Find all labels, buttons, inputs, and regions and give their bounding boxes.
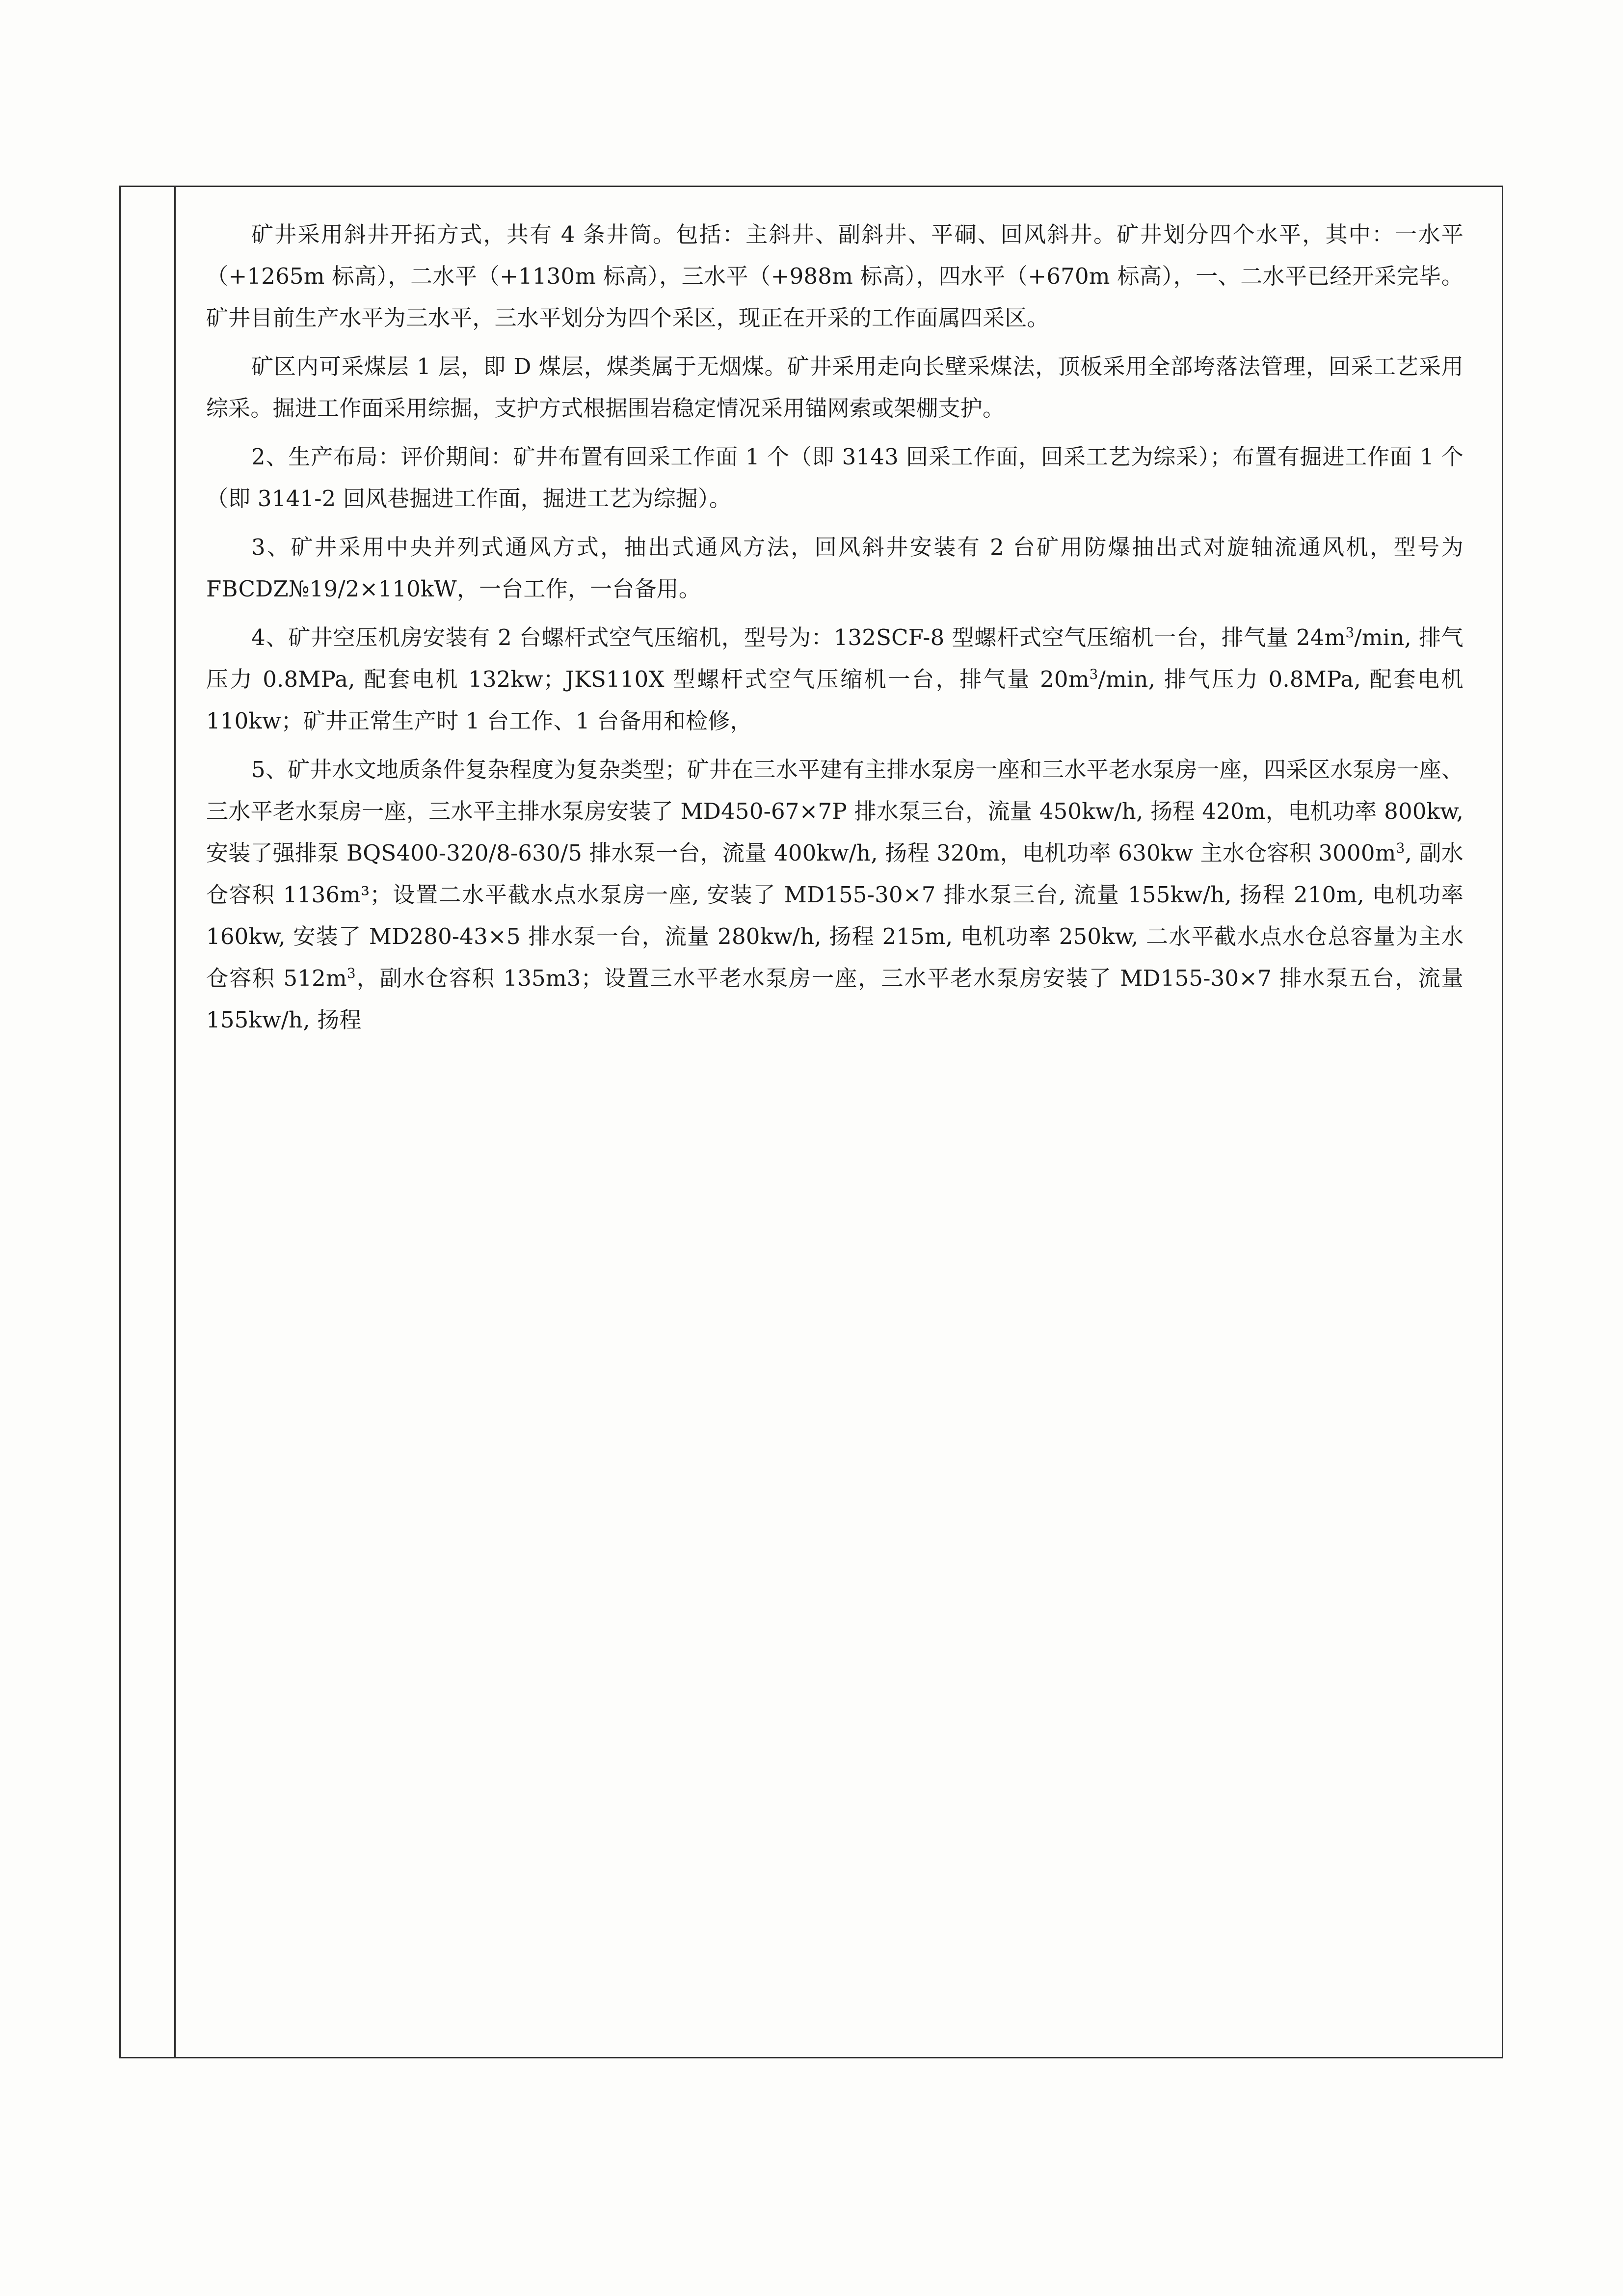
paragraph-5-sup-1: 3 <box>1345 624 1355 641</box>
paragraph-6-part-2: , 副水仓容积 1136m³；设置二水平截水点水泵房一座, 安装了 MD155-30×7 排水泵三台, 流量 155kw/h, 扬程 210m, 电机功率 160kw, 安装了 MD280-43×5 排水泵一台，流量 280kw/h, 扬程 215m, 电机功率 250kw, 二水平截水点水仓总容量为主水仓容积 512m <box>206 840 1463 991</box>
paragraph-5 <box>206 617 1463 742</box>
table-content-column <box>176 187 1502 2057</box>
paragraph-6-sup-2: 3 <box>346 965 356 981</box>
content-table <box>119 186 1503 2058</box>
paragraph-5-part-3: /min, 排气压力 0.8MPa, 配套电机 110kw；矿井正常生产时 1 台工作、1 台备用和检修， <box>206 666 1463 734</box>
table-left-column <box>121 187 176 2057</box>
paragraph-5-part-2: /min, 排气压力 0.8MPa, 配套电机 132kw；JKS110X 型螺杆式空气压缩机一台，排气量 20m <box>206 624 1463 692</box>
paragraph-6 <box>206 749 1463 1041</box>
paragraph-5-part-1: 4、矿井空压机房安装有 2 台螺杆式空气压缩机，型号为：132SCF-8 型螺杆式空气压缩机一台，排气量 24m <box>251 624 1346 650</box>
paragraph-6-part-3: ，副水仓容积 135m3；设置三水平老水泵房一座，三水平老水泵房安装了 MD155-30×7 排水泵五台，流量 155kw/h, 扬程 <box>206 965 1463 1033</box>
paragraph-4: 3、矿井采用中央并列式通风方式，抽出式通风方法，回风斜井安装有 2 台矿用防爆抽出式对旋轴流通风机，型号为 FBCDZ№19/2×110kW，一台工作，一台备用。 <box>206 534 1463 602</box>
paragraph-2: 矿区内可采煤层 1 层，即 D 煤层，煤类属于无烟煤。矿井采用走向长壁采煤法，顶板采用全部垮落法管理，回采工艺采用综采。掘进工作面采用综掘，支护方式根据围岩稳定情况采用锚网索或架棚支护。 <box>206 353 1463 421</box>
paragraph-6-sup-1: 3 <box>1396 840 1405 856</box>
paragraph-5-sup-2: 3 <box>1089 666 1098 682</box>
paragraph-6-part-1: 5、矿井水文地质条件复杂程度为复杂类型；矿井在三水平建有主排水泵房一座和三水平老水泵房一座，四采区水泵房一座、三水平老水泵房一座，三水平主排水泵房安装了 MD450-67×7P 排水泵三台，流量 450kw/h, 扬程 420m，电机功率 800kw, 安装了强排泵 BQS400-320/8-630/5 排水泵一台，流量 400kw/h, 扬程 320m，电机功率 630kw 主水仓容积 3000m <box>206 756 1463 866</box>
paragraph-3: 2、生产布局：评价期间：矿井布置有回采工作面 1 个（即 3143 回采工作面，回采工艺为综采）；布置有掘进工作面 1 个（即 3141-2 回风巷掘进工作面，掘进工艺为综掘）。 <box>206 444 1463 512</box>
paragraph-1: 矿井采用斜井开拓方式，共有 4 条井筒。包括：主斜井、副斜井、平硐、回风斜井。矿井划分四个水平，其中：一水平（+1265m 标高），二水平（+1130m 标高），三水平（+988m 标高），四水平（+670m 标高），一、二水平已经开采完毕。矿井目前生产水平为三水平，三水平划分为四个采区，现正在开采的工作面属四采区。 <box>206 221 1463 331</box>
